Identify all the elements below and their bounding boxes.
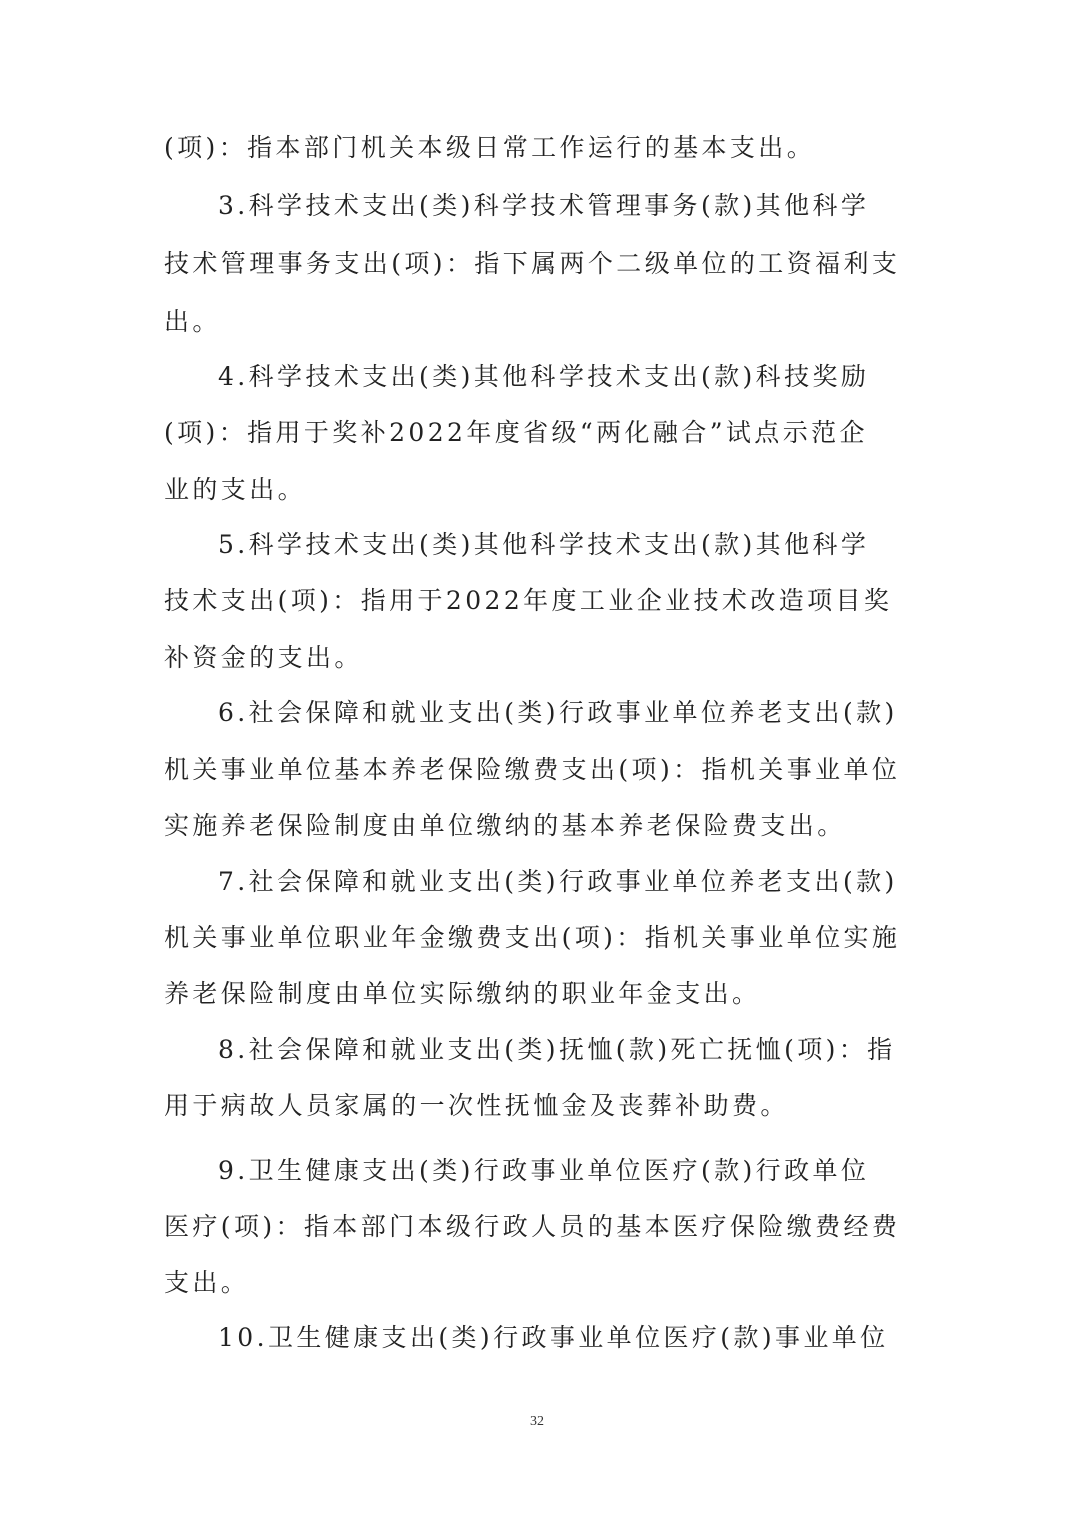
text-line: 支出。 bbox=[164, 1268, 250, 1297]
text-line: 3.科学技术支出(类)科学技术管理事务(款)其他科学 bbox=[218, 191, 870, 220]
text-line: 7.社会保障和就业支出(类)行政事业单位养老支出(款) bbox=[218, 867, 898, 896]
text-line: 9.卫生健康支出(类)行政事业单位医疗(款)行政单位 bbox=[218, 1156, 870, 1185]
text-line: 技术支出(项)：指用于2022年度工业企业技术改造项目奖 bbox=[164, 586, 893, 615]
text-line: 10.卫生健康支出(类)行政事业单位医疗(款)事业单位 bbox=[218, 1323, 889, 1352]
text-line: 6.社会保障和就业支出(类)行政事业单位养老支出(款) bbox=[218, 698, 898, 727]
text-line: 医疗(项)：指本部门本级行政人员的基本医疗保险缴费经费 bbox=[164, 1212, 901, 1241]
text-line: 实施养老保险制度由单位缴纳的基本养老保险费支出。 bbox=[164, 811, 846, 840]
text-line: 出。 bbox=[164, 307, 221, 336]
text-line: 技术管理事务支出(项)：指下属两个二级单位的工资福利支 bbox=[164, 249, 901, 278]
text-line: 养老保险制度由单位实际缴纳的职业年金支出。 bbox=[164, 979, 761, 1008]
text-line: 4.科学技术支出(类)其他科学技术支出(款)科技奖励 bbox=[218, 362, 870, 391]
text-line: 用于病故人员家属的一次性抚恤金及丧葬补助费。 bbox=[164, 1091, 789, 1120]
text-line: (项)：指用于奖补2022年度省级“两化融合”试点示范企 bbox=[164, 418, 868, 447]
text-line: 机关事业单位基本养老保险缴费支出(项)：指机关事业单位 bbox=[164, 755, 901, 784]
page-number: 32 bbox=[530, 1414, 544, 1429]
text-line: 补资金的支出。 bbox=[164, 643, 363, 672]
text-line: 机关事业单位职业年金缴费支出(项)：指机关事业单位实施 bbox=[164, 923, 901, 952]
text-line: 8.社会保障和就业支出(类)抚恤(款)死亡抚恤(项)：指 bbox=[218, 1035, 896, 1064]
text-line: 业的支出。 bbox=[164, 475, 307, 504]
text-line: (项)：指本部门机关本级日常工作运行的基本支出。 bbox=[164, 133, 816, 162]
text-line: 5.科学技术支出(类)其他科学技术支出(款)其他科学 bbox=[218, 530, 870, 559]
